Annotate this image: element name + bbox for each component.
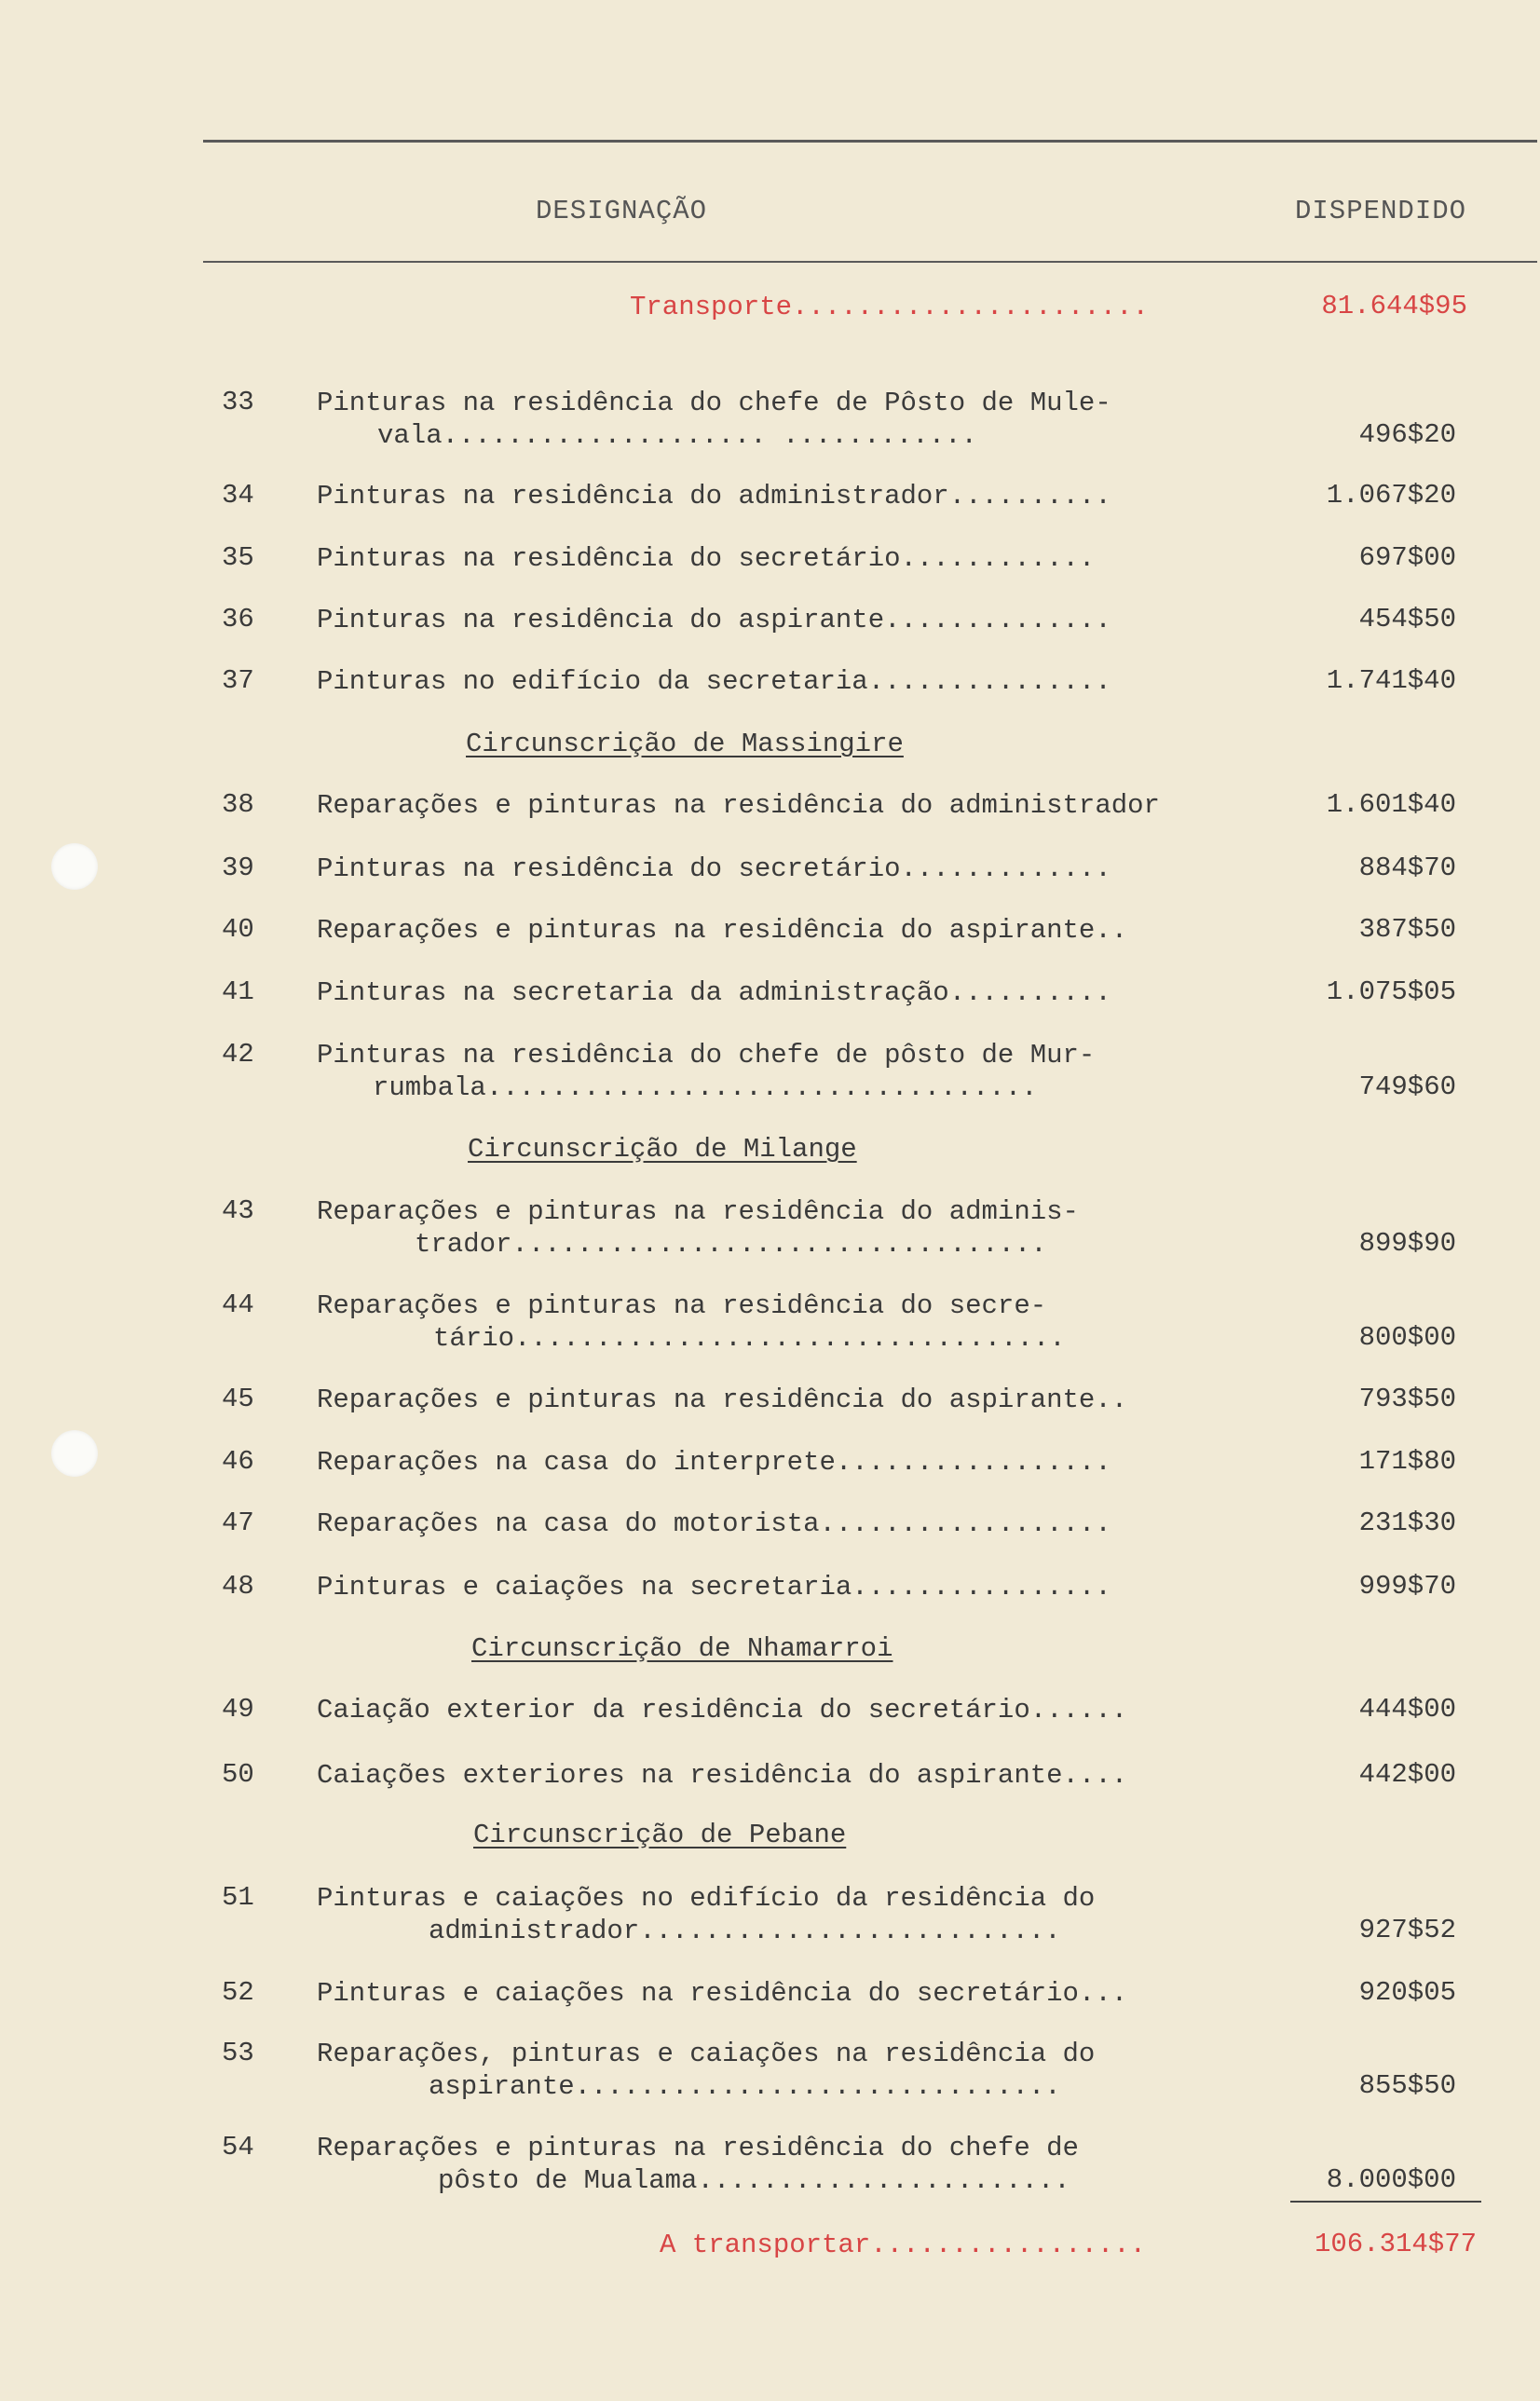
row-description-line-2: vala.................... ............ <box>377 420 977 451</box>
row-number: 35 <box>222 542 254 573</box>
row-number: 33 <box>222 387 254 417</box>
row-description: Reparações e pinturas na residência do aspirante.. <box>317 915 1128 946</box>
row-amount: 697$00 <box>1358 542 1456 573</box>
transporte-label: Transporte...................... <box>630 292 1149 322</box>
row-description-line-1: Pinturas na residência do chefe de Pôsto de Mule- <box>317 388 1111 418</box>
section-heading-milange: Circunscrição de Milange <box>468 1134 857 1165</box>
row-description-line-2: tário.................................. <box>433 1323 1066 1354</box>
row-amount: 1.067$20 <box>1326 480 1456 511</box>
row-description-line-1: Pinturas e caiações no edifício da residência do <box>317 1883 1096 1914</box>
row-number: 39 <box>222 853 254 883</box>
row-number: 50 <box>222 1759 254 1790</box>
row-amount: 749$60 <box>1358 1071 1456 1102</box>
row-number: 44 <box>222 1289 254 1320</box>
row-amount: 920$05 <box>1358 1977 1456 2008</box>
row-description-line-1: Reparações, pinturas e caiações na residência do <box>317 2039 1096 2069</box>
row-amount: 496$20 <box>1358 419 1456 450</box>
row-description <box>317 1195 1248 1261</box>
row-description-line-2: trador................................. <box>415 1229 1047 1260</box>
row-description-line-2: rumbala.................................. <box>373 1072 1038 1103</box>
row-number: 36 <box>222 604 254 634</box>
row-description: Reparações na casa do motorista.................. <box>317 1508 1111 1539</box>
a-transportar-label: A transportar................. <box>660 2230 1147 2260</box>
transporte-amount: 81.644$95 <box>1321 291 1467 321</box>
row-description: Reparações e pinturas na residência do aspirante.. <box>317 1385 1128 1415</box>
row-number: 45 <box>222 1384 254 1414</box>
row-description-line-2: administrador.......................... <box>429 1916 1061 1946</box>
row-description <box>317 387 1248 452</box>
row-description: Pinturas na residência do secretário............ <box>317 543 1096 574</box>
row-number: 52 <box>222 1977 254 2008</box>
row-amount: 800$00 <box>1358 1322 1456 1353</box>
row-description: Reparações na casa do interprete................. <box>317 1447 1111 1478</box>
row-number: 41 <box>222 976 254 1007</box>
sum-underline <box>1290 2201 1481 2203</box>
row-number: 54 <box>222 2132 254 2162</box>
row-number: 48 <box>222 1571 254 1602</box>
row-number: 42 <box>222 1039 254 1070</box>
row-amount: 1.741$40 <box>1326 665 1456 696</box>
row-amount: 231$30 <box>1358 1507 1456 1538</box>
row-amount: 8.000$00 <box>1326 2164 1456 2195</box>
punch-hole-top <box>51 843 98 890</box>
header-dispendido: DISPENDIDO <box>1295 196 1467 226</box>
row-description: Pinturas no edifício da secretaria............... <box>317 666 1111 697</box>
row-number: 38 <box>222 789 254 820</box>
row-description: Caiação exterior da residência do secretário...... <box>317 1695 1128 1726</box>
row-description-line-1: Reparações e pinturas na residência do secre- <box>317 1290 1047 1321</box>
row-number: 37 <box>222 665 254 696</box>
row-amount: 899$90 <box>1358 1228 1456 1259</box>
section-heading-pebane: Circunscrição de Pebane <box>473 1820 847 1850</box>
row-amount: 999$70 <box>1358 1571 1456 1602</box>
row-description: Pinturas na secretaria da administração.......... <box>317 977 1111 1008</box>
row-amount: 1.075$05 <box>1326 976 1456 1007</box>
row-number: 34 <box>222 480 254 511</box>
row-description-line-2: aspirante.............................. <box>429 2071 1061 2102</box>
row-amount: 444$00 <box>1358 1694 1456 1725</box>
row-amount: 793$50 <box>1358 1384 1456 1414</box>
row-number: 49 <box>222 1694 254 1725</box>
row-number: 40 <box>222 914 254 945</box>
row-number: 47 <box>222 1507 254 1538</box>
row-number: 51 <box>222 1882 254 1913</box>
row-description: Pinturas e caiações na secretaria................ <box>317 1572 1111 1603</box>
row-amount: 442$00 <box>1358 1759 1456 1790</box>
section-heading-nhamarroi: Circunscrição de Nhamarroi <box>471 1633 893 1664</box>
row-description <box>317 1882 1248 1947</box>
row-description: Pinturas na residência do aspirante.............. <box>317 605 1111 635</box>
row-amount: 454$50 <box>1358 604 1456 634</box>
row-amount: 927$52 <box>1358 1915 1456 1945</box>
row-description: Pinturas na residência do secretário............. <box>317 853 1111 884</box>
row-description-line-1: Reparações e pinturas na residência do chefe de <box>317 2133 1079 2163</box>
row-description-line-1: Reparações e pinturas na residência do adminis- <box>317 1196 1079 1227</box>
row-description: Reparações e pinturas na residência do administrador <box>317 790 1160 821</box>
row-amount: 884$70 <box>1358 853 1456 883</box>
row-description <box>317 2038 1248 2103</box>
row-description <box>317 1039 1248 1104</box>
row-description: Caiações exteriores na residência do aspirante.... <box>317 1760 1128 1791</box>
section-heading-massingire: Circunscrição de Massingire <box>466 729 904 759</box>
row-description <box>317 2132 1248 2197</box>
row-number: 46 <box>222 1446 254 1477</box>
row-description: Pinturas e caiações na residência do secretário... <box>317 1978 1128 2009</box>
row-description-line-2: pôsto de Mualama....................... <box>438 2165 1070 2196</box>
row-description: Pinturas na residência do administrador.......... <box>317 481 1111 512</box>
row-description-line-1: Pinturas na residência do chefe de pôsto de Mur- <box>317 1040 1096 1071</box>
row-amount: 387$50 <box>1358 914 1456 945</box>
row-amount: 171$80 <box>1358 1446 1456 1477</box>
row-amount: 855$50 <box>1358 2070 1456 2101</box>
row-number: 53 <box>222 2038 254 2068</box>
header-bottom-rule <box>203 261 1537 263</box>
a-transportar-amount: 106.314$77 <box>1314 2229 1477 2259</box>
row-description <box>317 1289 1248 1355</box>
row-number: 43 <box>222 1195 254 1226</box>
top-rule <box>203 140 1537 143</box>
header-designacao: DESIGNAÇÃO <box>536 196 708 226</box>
punch-hole-bottom <box>51 1430 98 1477</box>
row-amount: 1.601$40 <box>1326 789 1456 820</box>
